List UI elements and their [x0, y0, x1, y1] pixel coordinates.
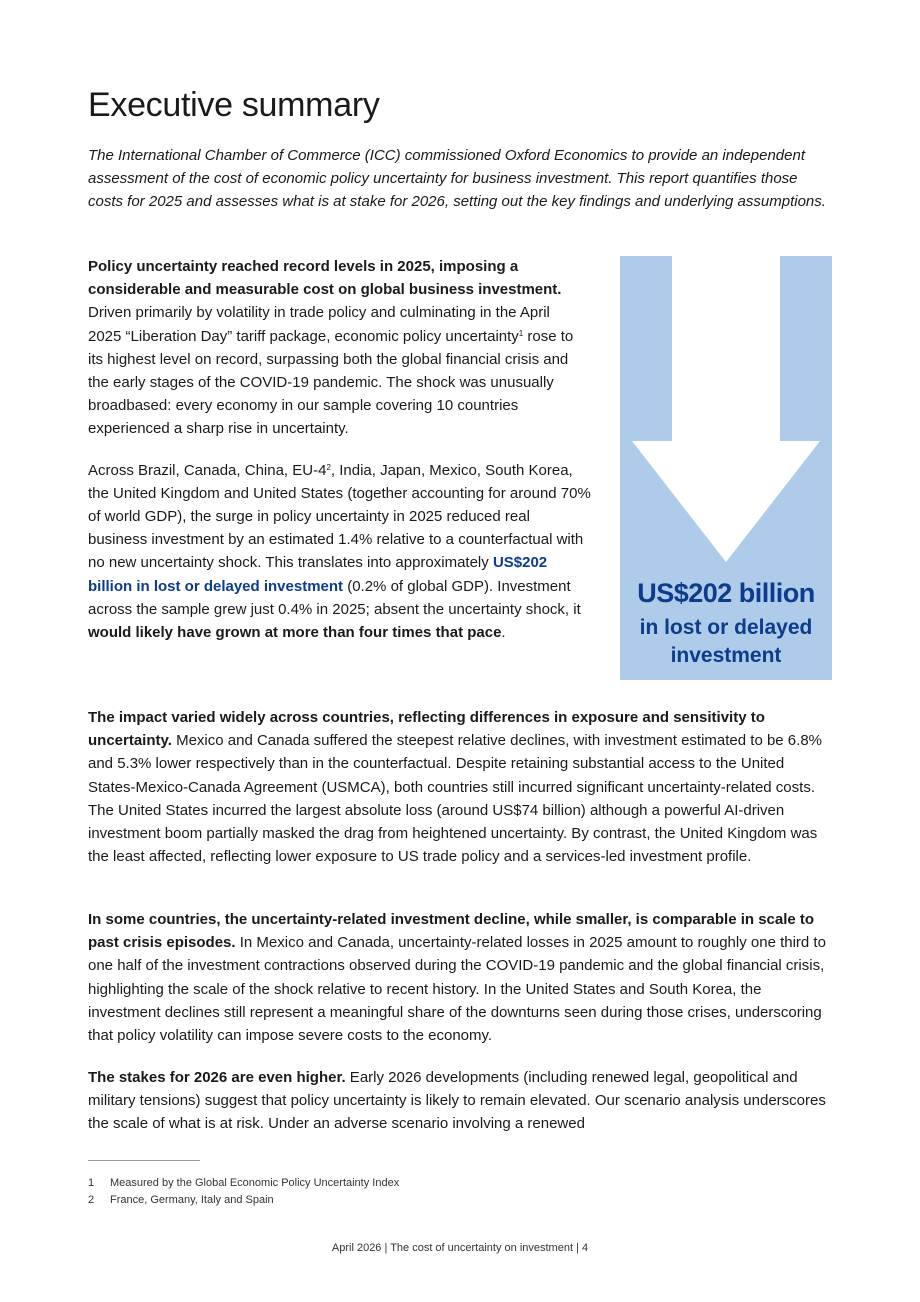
paragraph-country-impact [88, 706, 833, 868]
highlight-lost-investment: US$202 billion in lost or delayed investment [88, 554, 548, 595]
paragraph-lead: In some countries, the uncertainty-related investment decline, while smaller, is comparable in scale to past crisis episodes. [88, 911, 815, 952]
paragraph-lead: The stakes for 2026 are even higher. [88, 1069, 346, 1086]
left-column [88, 255, 593, 644]
footnote-ref-1[interactable]: 1 [518, 328, 524, 338]
footnote-2 [88, 1194, 274, 1206]
paragraph-record-levels [88, 255, 578, 441]
callout-caption: in lost or delayed investment [639, 616, 813, 667]
callout-amount: US$202 billion [637, 578, 815, 608]
paragraph-text: . [501, 624, 506, 642]
footnote-text: France, Germany, Italy and Spain [110, 1194, 274, 1206]
paragraph-text: , India, Japan, Mexico, South Korea, the United Kingdom and United States (together accounting for around 70% of world GDP), the surge in policy uncertainty in 2025 reduced real business investment by an estimated 1.4% relative to a counterfactual with no new uncertainty shock. This translates into approximately [88, 461, 591, 572]
paragraph-text: Driven primarily by volatility in trade policy and culminating in the April 2025 “Liberation Day” tariff package, economic policy uncertainty [88, 304, 550, 345]
paragraph-lead: Policy uncertainty reached record levels in 2025, imposing a considerable and measurable cost on global business investment. [88, 258, 562, 299]
arrow-shaft [672, 256, 780, 441]
page-title: Executive summary [88, 86, 380, 124]
paragraph-bold-end: would likely have grown at more than four times that pace [88, 624, 502, 642]
paragraph-text: rose to its highest level on record, surpassing both the global financial crisis and the early stages of the COVID-19 pandemic. The shock was unusually broadbased: every economy in our sample covering 10 countries experienced a sharp rise in uncertainty. [88, 327, 574, 438]
paragraph-lead: The impact varied widely across countries, reflecting differences in exposure and sensitivity to uncertainty. [88, 709, 765, 750]
footnote-1 [88, 1177, 399, 1189]
footnote-number: 1 [88, 1177, 95, 1189]
paragraph-text: In Mexico and Canada, uncertainty-related losses in 2025 amount to roughly one third to one half of the investment contractions observed during the COVID-19 pandemic and the global financial crisis, highlighting the scale of the shock relative to recent history. In the United States and South Korea, the investment declines still represent a meaningful share of the downturns seen during those crises, underscoring that policy volatility can impose severe costs to the economy. [88, 934, 826, 1045]
footnote-number: 2 [88, 1194, 95, 1206]
paragraph-text: Mexico and Canada suffered the steepest relative declines, with investment estimated to be 6.8% and 5.3% lower respectively than in the counterfactual. Despite retaining substantial access to the United States-Mexico-Canada Agreement (USMCA), both countries still incurred significant uncertainty-related costs. The United States incurred the largest absolute loss (around US$74 billion) although a powerful AI-driven investment boom partially masked the drag from heightened uncertainty. By contrast, the United Kingdom was the least affected, reflecting lower exposure to US trade policy and a services-led investment profile. [88, 732, 822, 866]
paragraph-text: Early 2026 developments (including renewed legal, geopolitical and military tensions) suggest that policy uncertainty is likely to remain elevated. Our scenario analysis underscores the scale of what is at risk. Under an adverse scenario involving a renewed [88, 1069, 826, 1133]
footnote-ref-2[interactable]: 2 [326, 462, 331, 472]
paragraph-stakes-2026 [88, 1066, 833, 1136]
footnote-divider [88, 1160, 200, 1161]
footnote-text: Measured by the Global Economic Policy Uncertainty Index [110, 1177, 400, 1189]
paragraph-text: (0.2% of global GDP). Investment across the sample grew just 0.4% in 2025; absent the uncertainty shock, it [88, 577, 581, 618]
callout-box [620, 256, 832, 680]
page-footer: April 2026 | The cost of uncertainty on investment | 4 [331, 1242, 589, 1254]
paragraph-text: Across Brazil, Canada, China, EU-4 [88, 461, 327, 479]
paragraph-crisis-comparison [88, 908, 833, 1047]
intro-paragraph: The International Chamber of Commerce (ICC) commissioned Oxford Economics to provide an independent assessment of the cost of economic policy uncertainty for business investment. This report quantifies those costs for 2025 and assesses what is at stake for 2026, setting out the key findings and underlying assumptions. [88, 147, 826, 210]
paragraph-sample-countries [88, 459, 593, 645]
